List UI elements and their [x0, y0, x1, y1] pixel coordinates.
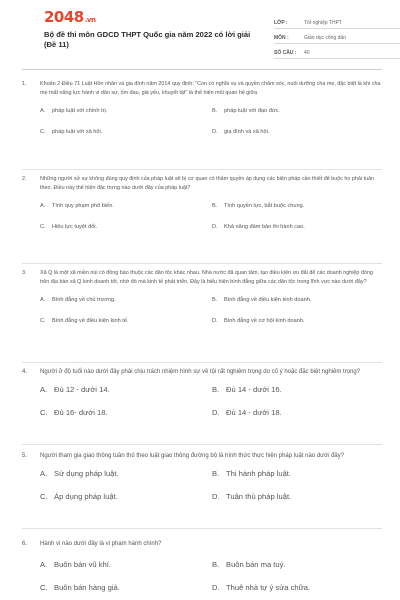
- option-group: [22, 560, 382, 600]
- question-divider: [22, 263, 382, 264]
- option-text: Đủ 16- dưới 18.: [54, 408, 108, 418]
- option-text: Buôn bán hàng giả.: [54, 583, 120, 593]
- question-text: Người ở độ tuổi nào dưới đây phải chịu trách nhiệm hình sự về tội rất nghiêm trọng do cố ý hoặc đặc biệt nghiêm trọng?: [40, 369, 361, 375]
- header-divider: [22, 69, 382, 70]
- document-title: Bộ đề thi môn GDCD THPT Quốc gia năm 2022 có lời giải (Đề 11): [44, 30, 251, 49]
- option-group: [22, 469, 382, 509]
- option-text: Thuê nhà tự ý sửa chữa.: [226, 583, 311, 593]
- question-divider: [22, 528, 382, 529]
- option-letter: B.: [212, 560, 220, 570]
- question-divider: [22, 362, 382, 363]
- question-number: 1.: [22, 81, 27, 87]
- option-letter: D.: [212, 128, 218, 135]
- option-letter: C.: [40, 492, 48, 502]
- logo-text: 2048: [44, 8, 84, 26]
- question-2: [22, 175, 382, 238]
- option-letter: B.: [212, 469, 220, 479]
- meta-key: SỐ CÂU :: [274, 50, 297, 56]
- option-letter: D.: [212, 492, 220, 502]
- option-c[interactable]: [40, 128, 102, 137]
- option-a[interactable]: [40, 107, 107, 116]
- question-stem: [22, 80, 382, 99]
- option-letter: C.: [40, 128, 46, 135]
- question-3: [22, 269, 382, 332]
- option-text: gia đình và xã hội.: [224, 128, 270, 135]
- option-letter: B.: [212, 385, 220, 395]
- option-letter: A.: [40, 385, 48, 395]
- question-text: Khoản 2 Điều 71 Luật Hôn nhân và gia đình năm 2014 quy định: "Con có nghĩa vụ và quyền chăm sóc, nuôi dưỡng cha mẹ, đặc biệt là khi cha mẹ mất năng lực hành vi dân sự, ốm đau, già yếu, khuyết tật" là thể hiện mối quan hệ giữa: [40, 81, 381, 97]
- question-4: [22, 368, 382, 425]
- option-b[interactable]: [212, 202, 304, 211]
- option-letter: A.: [40, 107, 46, 114]
- option-b[interactable]: [212, 560, 286, 569]
- option-text: pháp luật với xã hội.: [52, 128, 103, 135]
- option-c[interactable]: [40, 583, 120, 592]
- question-number: 4.: [22, 369, 28, 375]
- document-meta: [274, 14, 400, 59]
- option-group: [22, 202, 382, 238]
- question-divider: [22, 444, 382, 445]
- option-letter: D.: [212, 223, 218, 230]
- option-d[interactable]: [212, 223, 305, 232]
- question-number: 3.: [22, 270, 27, 276]
- option-letter: C.: [40, 408, 48, 418]
- option-text: Bình đẳng về cơ hội kinh doanh.: [224, 317, 305, 324]
- option-d[interactable]: [212, 317, 304, 326]
- option-d[interactable]: [212, 492, 291, 501]
- question-stem: [22, 452, 382, 461]
- logo-suffix: .vn: [84, 16, 96, 24]
- meta-value: Tốt nghiệp THPT: [304, 20, 342, 26]
- option-group: [22, 107, 382, 143]
- option-letter: C.: [40, 317, 46, 324]
- option-letter: D.: [212, 583, 220, 593]
- question-stem: [22, 269, 382, 288]
- option-text: Đủ 14 - dưới 18.: [226, 408, 282, 418]
- option-a[interactable]: [40, 469, 119, 478]
- meta-key: LỚP :: [274, 20, 288, 26]
- option-text: pháp luật với chính trị.: [52, 107, 108, 114]
- option-d[interactable]: [212, 583, 310, 592]
- question-number: 5.: [22, 453, 28, 459]
- question-6: [22, 540, 382, 600]
- option-text: Thi hành pháp luật.: [226, 469, 292, 479]
- option-text: Tính quy phạm phổ biến.: [52, 202, 114, 209]
- option-text: Bình đẳng về chủ trương.: [52, 296, 116, 303]
- option-a[interactable]: [40, 296, 116, 305]
- question-stem: [22, 175, 382, 194]
- question-stem: [22, 540, 382, 549]
- meta-row-count: [274, 44, 400, 59]
- option-letter: B.: [212, 107, 218, 114]
- option-b[interactable]: [212, 107, 280, 116]
- site-logo[interactable]: [44, 8, 95, 26]
- option-text: pháp luật với đạo đức.: [224, 107, 280, 114]
- option-text: Khả năng đảm bảo thi hành cao.: [224, 223, 305, 230]
- option-text: Đủ 12 - dưới 14.: [54, 385, 110, 395]
- option-b[interactable]: [212, 385, 282, 394]
- option-a[interactable]: [40, 202, 114, 211]
- option-text: Bình đẳng về điều kiện kinh doanh.: [224, 296, 312, 303]
- option-letter: A.: [40, 202, 46, 209]
- option-text: Buôn bán ma tuý.: [226, 560, 286, 570]
- option-letter: D.: [212, 408, 220, 418]
- question-stem: [22, 368, 382, 377]
- option-letter: C.: [40, 223, 46, 230]
- option-a[interactable]: [40, 385, 110, 394]
- option-text: Áp dụng pháp luật.: [54, 492, 118, 502]
- option-d[interactable]: [212, 408, 282, 417]
- option-letter: A.: [40, 560, 48, 570]
- meta-row-grade: [274, 14, 400, 29]
- option-c[interactable]: [40, 492, 118, 501]
- option-letter: D.: [212, 317, 218, 324]
- question-1: [22, 80, 382, 143]
- option-letter: B.: [212, 296, 218, 303]
- question-divider: [22, 169, 382, 170]
- option-d[interactable]: [212, 128, 269, 137]
- meta-row-subject: [274, 29, 400, 44]
- meta-value: Giáo dục công dân: [304, 35, 346, 41]
- option-b[interactable]: [212, 296, 311, 305]
- option-letter: C.: [40, 583, 48, 593]
- option-letter: A.: [40, 296, 46, 303]
- option-b[interactable]: [212, 469, 291, 478]
- option-text: Sử dụng pháp luật.: [54, 469, 119, 479]
- meta-key: MÔN :: [274, 35, 289, 41]
- question-number: 6.: [22, 541, 28, 547]
- option-text: Đủ 14 - dưới 16.: [226, 385, 282, 395]
- option-letter: B.: [212, 202, 218, 209]
- option-group: [22, 385, 382, 425]
- question-number: 2.: [22, 176, 27, 182]
- question-text: Xã Q là một xã miền núi có đồng bào thuộc các dân tộc khác nhau. Nhà nước đã quan tâm, tạo điều kiện ưu đãi để các doanh nghiệp đóng trên địa bàn xã Q kinh doanh tốt, nhờ đó mà kinh tế phát triển. Đây là biểu hiện bình đẳng giữa các dân tộc trong lĩnh vực nào dưới đây?: [40, 270, 373, 286]
- option-group: [22, 296, 382, 332]
- question-text: Hành vi nào dưới đây là vi phạm hành chính?: [40, 541, 162, 547]
- option-text: Buôn bán vũ khí.: [54, 560, 111, 570]
- question-5: [22, 452, 382, 509]
- question-text: Những người xử sự không đúng quy định của pháp luật sẽ bị cơ quan có thẩm quyền áp dụng các biện pháp cần thiết để buộc họ phải tuân theo. Điều này thể hiện đặc trưng nào dưới đây của pháp luật?: [40, 176, 375, 192]
- option-text: Bình đẳng về điều kiện kinh tế.: [52, 317, 129, 324]
- meta-value: 40: [304, 50, 310, 56]
- option-text: Tính quyền lực, bắt buộc chung.: [224, 202, 305, 209]
- option-c[interactable]: [40, 317, 129, 326]
- option-text: Tuân thủ pháp luật.: [226, 492, 292, 502]
- option-a[interactable]: [40, 560, 111, 569]
- option-c[interactable]: [40, 408, 108, 417]
- document-header: [22, 0, 382, 66]
- question-text: Người tham gia giao thông tuân thủ theo luật giao thông đường bộ là hình thức thực hiện pháp luật nào dưới đây?: [40, 453, 345, 459]
- option-letter: A.: [40, 469, 48, 479]
- option-c[interactable]: [40, 223, 97, 232]
- option-text: Hiệu lực tuyệt đối.: [52, 223, 98, 230]
